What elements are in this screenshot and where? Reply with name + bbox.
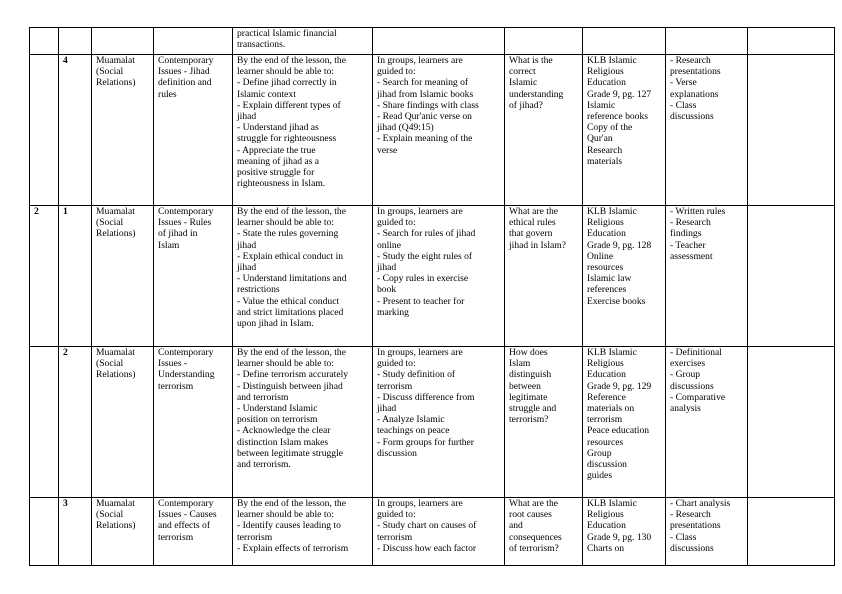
cell-text-line: righteousness in Islam.	[237, 178, 326, 190]
cell-text-line: terrorism	[377, 380, 413, 392]
sub-strand-cell	[154, 347, 233, 498]
cell-text-line: learner should be able to:	[237, 66, 334, 78]
cell-text-line: - Understand jihad as	[237, 122, 319, 134]
table-row	[30, 347, 835, 498]
cell-text-line: - Research	[670, 217, 711, 229]
cell-text-line: - Research	[670, 55, 711, 66]
cell-text-line: jihad	[237, 111, 257, 123]
cell-text-line: Issues - Causes	[158, 509, 217, 521]
cell-text-line: jihad	[377, 262, 397, 274]
week-cell	[30, 347, 59, 498]
cell-text-line: resources	[587, 436, 624, 448]
cell-text-line: jihad	[237, 239, 257, 251]
cell-text-line: terrorism	[237, 531, 273, 543]
cell-text-line: jihad	[377, 403, 397, 415]
cell-text-line: - Define terrorism accurately	[237, 369, 349, 381]
cell-text-line: Contemporary	[158, 55, 214, 66]
table-row	[30, 55, 835, 206]
cell-text-line: Contemporary	[158, 206, 214, 217]
cell-text-line: Grade 9, pg. 129	[587, 380, 652, 392]
cell-text-line: Islamic law	[587, 273, 632, 285]
reflection-cell	[748, 55, 835, 206]
learning-outcomes-cell	[233, 206, 373, 347]
cell-text-line: meaning of jihad as a	[237, 155, 320, 167]
cell-text-line: - Teacher	[670, 239, 706, 251]
week-cell	[30, 55, 59, 206]
cell-text-line: jihad	[237, 262, 257, 274]
cell-text-line: - Discuss difference from	[377, 391, 475, 403]
key-inquiry-question-cell	[505, 55, 583, 206]
cell-text-line: legitimate	[509, 391, 548, 403]
cell-text-line: jihad in Islam?	[509, 239, 567, 251]
key-inquiry-question-cell	[505, 28, 583, 55]
cell-text-line: references	[587, 284, 627, 296]
learning-resources-cell	[583, 55, 666, 206]
cell-text-line: - Understand Islamic	[237, 403, 318, 415]
cell-text-line: - Explain meaning of the	[377, 133, 473, 145]
strand-cell	[92, 28, 154, 55]
cell-text-line: Grade 9, pg. 127	[587, 88, 652, 100]
cell-text-line: - Discuss how each factor	[377, 542, 477, 554]
cell-text-line: Issues - Rules	[158, 217, 212, 229]
cell-text-line: Relations)	[96, 228, 136, 240]
cell-text-line: marking	[377, 306, 409, 318]
cell-text-line: In groups, learners are	[377, 55, 463, 66]
learning-resources-cell	[583, 498, 666, 566]
cell-text-line: - Value the ethical conduct	[237, 295, 340, 307]
cell-text-line: Education	[587, 77, 626, 89]
cell-text-line: - Explain ethical conduct in	[237, 250, 344, 262]
cell-text-line: By the end of the lesson, the	[237, 347, 346, 358]
week-cell	[30, 498, 59, 566]
cell-text-line: (Social	[96, 217, 124, 229]
cell-text-line: and strict limitations placed	[237, 306, 344, 318]
learning-outcomes-cell	[233, 55, 373, 206]
assessment-cell	[666, 55, 748, 206]
cell-text-line: Education	[587, 369, 626, 381]
cell-text-line: Education	[587, 520, 626, 532]
cell-text-line: Reference	[587, 391, 626, 403]
cell-text-line: Islamic context	[237, 88, 296, 100]
cell-text-line: guides	[587, 470, 613, 482]
cell-text: 1	[63, 206, 68, 217]
cell-text-line: - Search for rules of jihad	[377, 228, 476, 240]
cell-text-line: of jihad in	[158, 228, 198, 240]
cell-text-line: Contemporary	[158, 498, 214, 509]
cell-text-line: Religious	[587, 358, 624, 370]
cell-text-line: and effects of	[158, 520, 211, 532]
cell-text-line: - Distinguish between jihad	[237, 380, 343, 392]
cell-text-line: Relations)	[96, 520, 136, 532]
cell-text-line: What are the	[509, 206, 559, 217]
lesson-cell	[59, 347, 92, 498]
strand-cell	[92, 206, 154, 347]
cell-text-line: distinguish	[509, 369, 552, 381]
assessment-cell	[666, 28, 748, 55]
key-inquiry-question-cell	[505, 347, 583, 498]
learning-outcomes-cell	[233, 28, 373, 55]
cell-text-line: terrorism	[377, 531, 413, 543]
cell-text-line: Religious	[587, 66, 624, 78]
cell-text-line: By the end of the lesson, the	[237, 206, 346, 217]
cell-text-line: What are the	[509, 498, 559, 509]
cell-text-line: Peace education	[587, 425, 650, 437]
cell-text-line: learner should be able to:	[237, 509, 334, 521]
cell-text-line: - Class	[670, 531, 697, 543]
cell-text-line: Grade 9, pg. 130	[587, 531, 652, 543]
cell-text-line: of terrorism?	[509, 542, 559, 554]
cell-text: 2	[34, 206, 39, 217]
learning-experiences-cell	[373, 28, 505, 55]
cell-text-line: Relations)	[96, 77, 136, 89]
cell-text-line: resources	[587, 262, 624, 274]
cell-text-line: book	[377, 284, 397, 296]
cell-text-line: Islam	[509, 358, 531, 370]
learning-resources-cell	[583, 347, 666, 498]
cell-text-line: positive struggle for	[237, 167, 315, 179]
learning-outcomes-cell	[233, 498, 373, 566]
reflection-cell	[748, 28, 835, 55]
cell-text-line: terrorism?	[509, 414, 549, 426]
lesson-cell	[59, 498, 92, 566]
sub-strand-cell	[154, 498, 233, 566]
cell-text-line: Muamalat	[96, 498, 135, 509]
assessment-cell	[666, 206, 748, 347]
reflection-cell	[748, 347, 835, 498]
cell-text-line: and terrorism.	[237, 459, 291, 471]
strand-cell	[92, 55, 154, 206]
cell-text-line: Understanding	[158, 369, 215, 381]
cell-text-line: discussions	[670, 380, 714, 392]
cell-text-line: presentations	[670, 66, 721, 78]
learning-resources-cell	[583, 206, 666, 347]
cell-text-line: - Verse	[670, 77, 697, 89]
table-row	[30, 498, 835, 566]
cell-text-line: Education	[587, 228, 626, 240]
cell-text-line: Grade 9, pg. 128	[587, 239, 652, 251]
cell-text-line: - Identify causes leading to	[237, 520, 341, 532]
cell-text-line: findings	[670, 228, 702, 240]
cell-text-line: (Social	[96, 358, 124, 370]
strand-cell	[92, 347, 154, 498]
cell-text-line: Islam	[158, 239, 180, 251]
cell-text-line: materials on	[587, 403, 635, 415]
cell-text-line: What is the	[509, 55, 553, 66]
cell-text-line: restrictions	[237, 284, 280, 296]
table-row	[30, 28, 835, 55]
cell-text-line: Muamalat	[96, 55, 135, 66]
cell-text-line: ethical rules	[509, 217, 556, 229]
cell-text-line: Relations)	[96, 369, 136, 381]
cell-text-line: discussion	[377, 447, 417, 459]
cell-text-line: - Copy rules in exercise	[377, 273, 469, 285]
key-inquiry-question-cell	[505, 498, 583, 566]
cell-text-line: - Acknowledge the clear	[237, 425, 331, 437]
cell-text-line: guided to:	[377, 358, 416, 370]
reflection-cell	[748, 206, 835, 347]
cell-text-line: Copy of the	[587, 122, 633, 134]
cell-text-line: between	[509, 380, 541, 392]
cell-text-line: How does	[509, 347, 548, 358]
cell-text-line: guided to:	[377, 217, 416, 229]
cell-text-line: - Understand limitations and	[237, 273, 347, 285]
week-cell	[30, 28, 59, 55]
learning-experiences-cell	[373, 498, 505, 566]
cell-text-line: definition and	[158, 77, 212, 89]
cell-text-line: understanding	[509, 88, 564, 100]
cell-text-line: - Analyze Islamic	[377, 414, 445, 426]
cell-text-line: root causes	[509, 509, 552, 521]
cell-text-line: teachings on peace	[377, 425, 450, 437]
cell-text-line: Muamalat	[96, 206, 135, 217]
cell-text-line: and	[509, 520, 523, 532]
cell-text-line: Research	[587, 144, 623, 156]
cell-text-line: - Explain different types of	[237, 99, 341, 111]
assessment-cell	[666, 347, 748, 498]
cell-text-line: terrorism	[587, 414, 623, 426]
cell-text-line: terrorism	[158, 531, 194, 543]
cell-text-line: terrorism	[158, 380, 194, 392]
cell-text-line: Islamic	[587, 99, 616, 111]
learning-resources-cell	[583, 28, 666, 55]
assessment-cell	[666, 498, 748, 566]
cell-text-line: - Group	[670, 369, 701, 381]
cell-text-line: - Study definition of	[377, 369, 456, 381]
cell-text-line: Exercise books	[587, 295, 646, 307]
sub-strand-cell	[154, 206, 233, 347]
cell-text-line: between legitimate struggle	[237, 447, 344, 459]
cell-text-line: discussions	[670, 111, 714, 123]
cell-text-line: and terrorism	[237, 391, 289, 403]
cell-text-line: upon jihad in Islam.	[237, 318, 314, 330]
cell-text-line: Qur'an	[587, 133, 613, 145]
strand-cell	[92, 498, 154, 566]
cell-text-line: presentations	[670, 520, 721, 532]
cell-text-line: verse	[377, 144, 398, 156]
cell-text-line: - Written rules	[670, 206, 726, 217]
cell-text-line: discussions	[670, 542, 714, 554]
lesson-cell	[59, 28, 92, 55]
cell-text-line: KLB Islamic	[587, 498, 637, 509]
cell-text-line: Issues - Jihad	[158, 66, 210, 78]
cell-text-line: analysis	[670, 403, 701, 415]
cell-text-line: By the end of the lesson, the	[237, 498, 346, 509]
cell-text-line: - Search for meaning of	[377, 77, 469, 89]
cell-text-line: position on terrorism	[237, 414, 318, 426]
cell-text-line: guided to:	[377, 66, 416, 78]
cell-text-line: Charts on	[587, 542, 625, 554]
cell-text-line: online	[377, 239, 401, 251]
cell-text-line: - Chart analysis	[670, 498, 731, 509]
lesson-cell	[59, 55, 92, 206]
cell-text-line: struggle for righteousness	[237, 133, 337, 145]
cell-text-line: practical Islamic financial	[237, 28, 337, 39]
cell-text-line: Issues -	[158, 358, 188, 370]
cell-text-line: In groups, learners are	[377, 498, 463, 509]
sub-strand-cell	[154, 28, 233, 55]
sub-strand-cell	[154, 55, 233, 206]
cell-text-line: struggle and	[509, 403, 557, 415]
learning-outcomes-cell	[233, 347, 373, 498]
cell-text-line: Group	[587, 447, 612, 459]
cell-text-line: (Social	[96, 509, 124, 521]
cell-text-line: (Social	[96, 66, 124, 78]
cell-text-line: KLB Islamic	[587, 347, 637, 358]
cell-text-line: correct	[509, 66, 536, 78]
cell-text-line: exercises	[670, 358, 706, 370]
cell-text-line: guided to:	[377, 509, 416, 521]
cell-text-line: Online	[587, 250, 614, 262]
cell-text-line: - Study the eight rules of	[377, 250, 473, 262]
cell-text-line: that govern	[509, 228, 553, 240]
cell-text-line: materials	[587, 155, 623, 167]
cell-text-line: jihad from Islamic books	[377, 88, 474, 100]
cell-text-line: - Share findings with class	[377, 99, 479, 111]
cell-text: 3	[63, 498, 68, 509]
cell-text-line: distinction Islam makes	[237, 436, 329, 448]
key-inquiry-question-cell	[505, 206, 583, 347]
cell-text-line: Islamic	[509, 77, 538, 89]
cell-text: 4	[63, 55, 68, 66]
cell-text-line: - Explain effects of terrorism	[237, 542, 349, 554]
scheme-of-work-table	[29, 27, 835, 566]
cell-text-line: consequences	[509, 531, 562, 543]
cell-text-line: - Form groups for further	[377, 436, 474, 448]
learning-experiences-cell	[373, 55, 505, 206]
cell-text-line: assessment	[670, 250, 713, 262]
cell-text-line: - Comparative	[670, 391, 726, 403]
cell-text-line: learner should be able to:	[237, 217, 334, 229]
cell-text-line: - Appreciate the true	[237, 144, 316, 156]
cell-text-line: reference books	[587, 111, 648, 123]
cell-text-line: Religious	[587, 509, 624, 521]
learning-experiences-cell	[373, 347, 505, 498]
table-row	[30, 206, 835, 347]
cell-text-line: - Define jihad correctly in	[237, 77, 337, 89]
cell-text-line: - Study chart on causes of	[377, 520, 477, 532]
cell-text-line: learner should be able to:	[237, 358, 334, 370]
cell-text-line: - State the rules governing	[237, 228, 339, 240]
cell-text-line: discussion	[587, 459, 627, 471]
cell-text-line: In groups, learners are	[377, 206, 463, 217]
cell-text-line: - Read Qur'anic verse on	[377, 111, 472, 123]
lesson-cell	[59, 206, 92, 347]
cell-text-line: Contemporary	[158, 347, 214, 358]
cell-text-line: rules	[158, 88, 177, 100]
cell-text-line: transactions.	[237, 39, 286, 51]
cell-text-line: - Research	[670, 509, 711, 521]
week-cell	[30, 206, 59, 347]
cell-text-line: - Class	[670, 99, 697, 111]
cell-text-line: jihad (Q49:15)	[377, 122, 434, 134]
cell-text-line: - Present to teacher for	[377, 295, 465, 307]
cell-text-line: of jihad?	[509, 99, 543, 111]
cell-text-line: KLB Islamic	[587, 206, 637, 217]
cell-text-line: - Definitional	[670, 347, 722, 358]
cell-text-line: Muamalat	[96, 347, 135, 358]
cell-text-line: Religious	[587, 217, 624, 229]
learning-experiences-cell	[373, 206, 505, 347]
scheme-of-work-page	[29, 27, 835, 566]
cell-text-line: In groups, learners are	[377, 347, 463, 358]
reflection-cell	[748, 498, 835, 566]
cell-text: 2	[63, 347, 68, 358]
cell-text-line: explanations	[670, 88, 719, 100]
cell-text-line: By the end of the lesson, the	[237, 55, 346, 66]
cell-text-line: KLB Islamic	[587, 55, 637, 66]
